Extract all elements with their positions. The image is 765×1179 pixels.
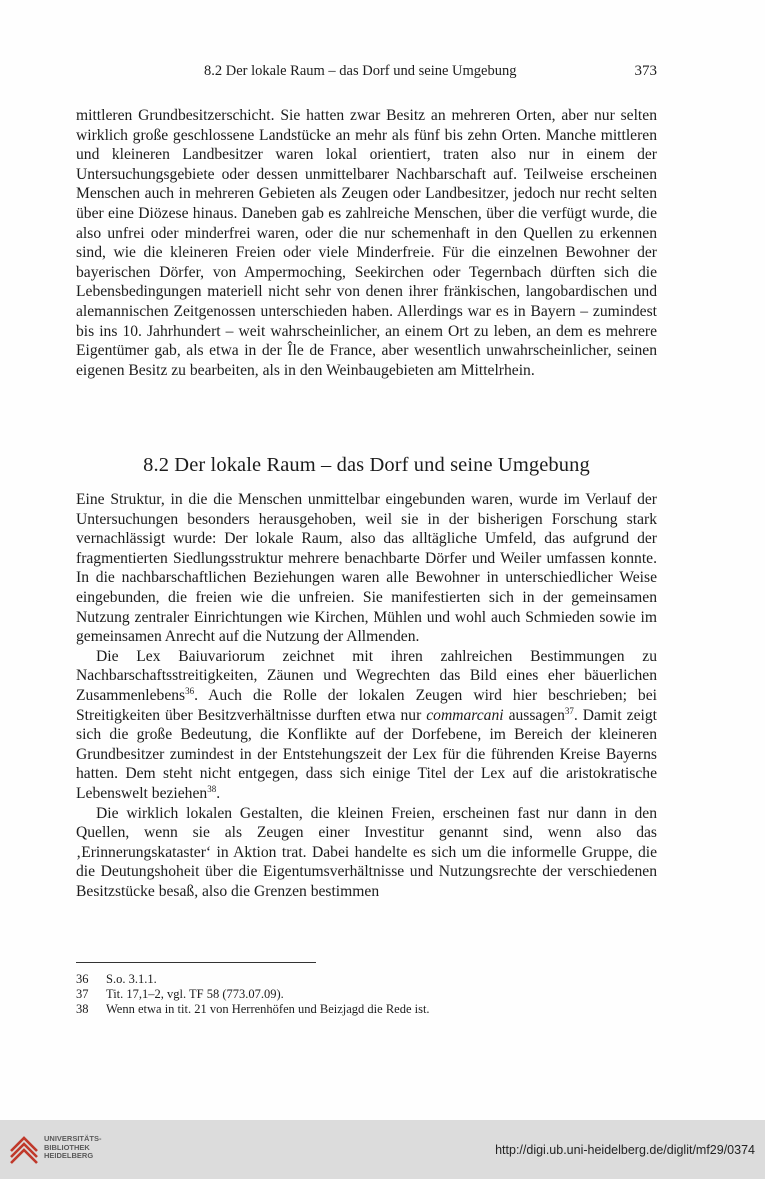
library-name-line: BIBLIOTHEK: [44, 1142, 90, 1152]
footnote-text: S.o. 3.1.1.: [106, 972, 157, 986]
footnote-ref[interactable]: 37: [564, 705, 574, 716]
body-text-continued: [76, 106, 657, 380]
footnote-number: 37: [76, 987, 89, 1001]
footnote-ref[interactable]: 36: [185, 685, 195, 696]
footnote-ref[interactable]: 38: [207, 783, 217, 794]
paragraph: Die wirklich lokalen Gestalten, die kleinen Freien, erscheinen fast nur dann in den Quellen, wenn sie als Zeugen einer Investitur genannt sind, wenn also das ‚Erinnerungskataster‘ in Aktion trat. Dabei handelte es sich um die informelle Gruppe, die die Deutungshoheit über die Eigentumsverhältnisse und Nutzungsrechte der verschiedenen Besitzstücke besaß, also die Grenzen bestimmen: [76, 804, 657, 900]
library-name-line: UNIVERSITÄTS-: [44, 1134, 102, 1143]
section-body-text: [76, 490, 657, 901]
paragraph: mittleren Grundbesitzerschicht. Sie hatten zwar Besitz an mehreren Orten, aber nur selten wirklich große geschlossene Landstücke an mehr als fünf bis zehn Orten. Manche mittleren und kleineren Landbesitzer waren lokal orientiert, traten also nur in einem der Untersuchungsgebiete oder dessen unmittelbarer Nachbarschaft auf. Teilweise erscheinen Menschen auch in mehreren Gebieten als Zeugen oder Landbesitzer, jedoch nur recht selten über eine Diözese hinaus. Daneben gab es zahlreiche Menschen, über die verfügt wurde, die also unfrei oder minderfrei waren, oder die nur schemenhaft in den Quellen zu erkennen sind, wie die kleineren Freien oder viele Minderfreie. Für die einzelnen Bewohner der bayerischen Dörfer, von Ampermoching, Seekirchen oder Tegernbach dürften sich die Lebensbedingungen materiell nicht sehr von denen ihrer fränkischen, langobardischen und alemannischen Zeitgenossen unterschieden haben. Allerdings war es in Bayern – zumindest bis ins 10. Jahrhundert – weit wahrscheinlicher, an einem Ort zu leben, an dem es mehrere Eigentümer gab, als etwa in der Île de France, aber wesentlich unwahrscheinlicher, seinen eigenen Besitz zu bearbeiten, als in den Weinbaugebieten am Mittelrhein.: [76, 107, 657, 379]
footnote-text: Wenn etwa in tit. 21 von Herrenhöfen und Beizjagd die Rede ist.: [106, 1002, 430, 1016]
library-name: [44, 1135, 102, 1161]
text-run: .: [216, 784, 221, 802]
running-title: 8.2 Der lokale Raum – das Dorf und seine Umgebung: [204, 63, 517, 79]
footnote-number: 38: [76, 1002, 89, 1016]
footnote-divider: [76, 962, 316, 963]
footnote-text: Tit. 17,1–2, vgl. TF 58 (773.07.09).: [106, 987, 284, 1001]
viewer-footer: [0, 1120, 765, 1179]
paragraph: [76, 647, 657, 804]
page-number: 373: [634, 63, 657, 79]
text-run: . Auch die Rolle der lokalen Zeugen wird hier beschrieben; bei Streitigkeiten über Besitzverhältnisse durften etwa nur: [76, 686, 657, 724]
section-heading: 8.2 Der lokale Raum – das Dorf und seine Umgebung: [143, 454, 590, 476]
italic-term: commarcani: [426, 706, 504, 724]
footnotes: [76, 972, 430, 1017]
footnote-number: 36: [76, 972, 89, 986]
text-run: aussagen: [503, 706, 565, 724]
footnote: [76, 987, 430, 1002]
library-name-line: HEIDELBERG: [44, 1151, 94, 1161]
library-logo-icon[interactable]: [8, 1134, 40, 1166]
footnote: [76, 972, 430, 987]
permalink-url[interactable]: http://digi.ub.uni-heidelberg.de/diglit/mf29/0374: [495, 1143, 755, 1157]
paragraph: Eine Struktur, in die die Menschen unmittelbar eingebunden waren, wurde im Verlauf der Untersuchungen besonders herausgehoben, weil sie in der bisherigen Forschung stark vernachlässigt wurde: Der lokale Raum, also das alltägliche Umfeld, das aufgrund der fragmentierten Siedlungsstruktur mehrere benachbarte Dörfer und Weiler umfassen konnte. In die nachbarschaftlichen Beziehungen waren alle Bewohner in unterschiedlicher Weise eingebunden, die freien wie die unfreien. Sie manifestierten sich in der gemeinsamen Nutzung zentraler Einrichtungen wie Kirchen, Mühlen und wohl auch Schmieden sowie im gemeinsamen Anrecht auf die Nutzung der Allmenden.: [76, 491, 657, 646]
text-run: . Damit zeigt sich die große Bedeutung, die Konflikte auf der Dorfebene, im Bereich der kleineren Grundbesitzer zumindest in der Entstehungszeit der Lex für die führenden Kreise Bayerns hatten. Dem steht nicht entgegen, dass sich einige Titel der Lex auf die aristokratische Lebenswelt beziehen: [76, 706, 657, 802]
footnote: [76, 1002, 430, 1017]
text-run: Die Lex Baiuvariorum zeichnet mit ihren zahlreichen Bestimmungen zu Nachbarschaftsstreitigkeiten, Zäunen und Wegrechten das Bild eines eher bäuerlichen Zusammenlebens: [76, 647, 657, 704]
